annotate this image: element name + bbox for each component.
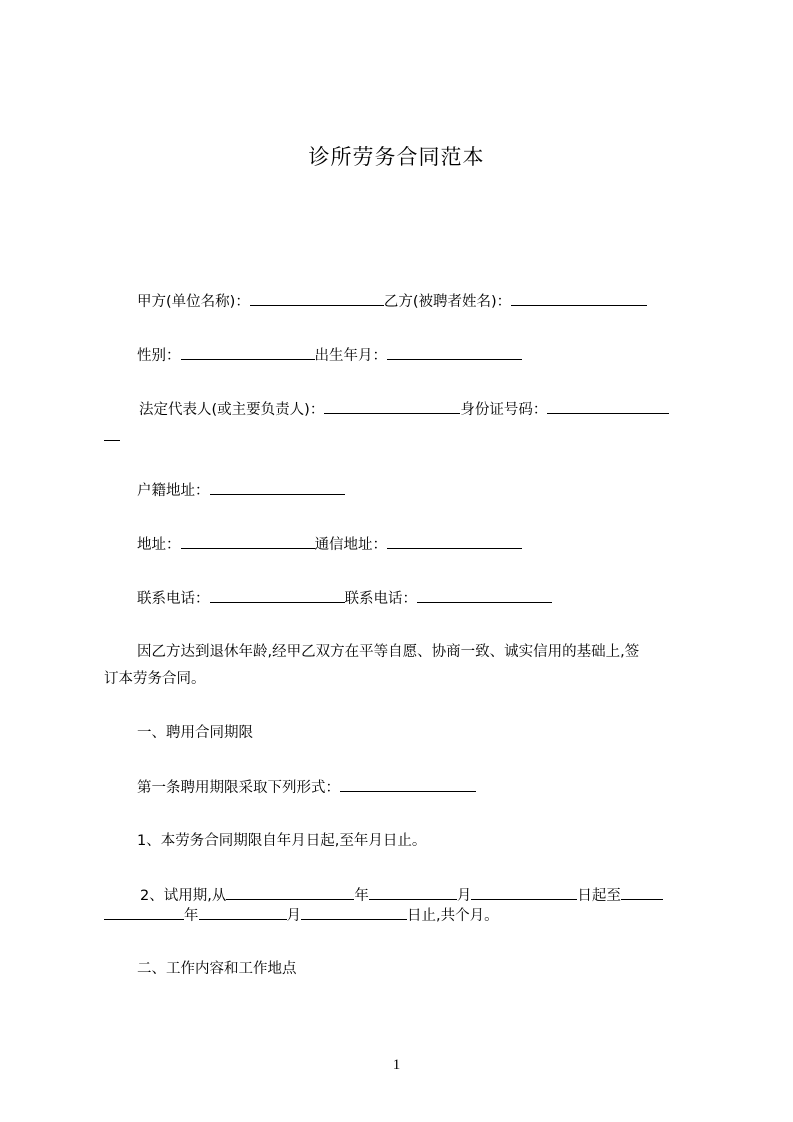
phone-label-a: 联系电话：	[137, 591, 210, 607]
party-b-blank	[511, 290, 647, 306]
legal-rep-label: 法定代表人(或主要负责人)：	[139, 402, 325, 418]
intro-line-2: 订本劳务合同。	[104, 671, 206, 687]
probation-end-month-blank	[199, 904, 287, 920]
legal-rep-blank	[324, 398, 460, 414]
id-number-continuation	[104, 425, 704, 448]
address-blank	[181, 533, 315, 549]
probation-month-label: 月	[456, 888, 472, 904]
address-line	[104, 533, 737, 556]
probation-end-year-blank-continued	[104, 904, 184, 920]
mail-address-blank	[387, 533, 522, 549]
article-1-label: 第一条聘用期限采取下列形式：	[137, 780, 340, 796]
intro-line-1: 因乙方达到退休年龄,经甲乙双方在平等自愿、协商一致、诚实信用的基础上,签	[137, 644, 640, 660]
id-number-blank	[547, 398, 669, 414]
gender-label: 性别：	[137, 348, 181, 364]
id-number-label: 身份证号码：	[460, 402, 548, 418]
household-address-blank	[210, 479, 345, 495]
party-a-blank	[250, 290, 384, 306]
household-address-line	[104, 479, 737, 502]
probation-year-label: 年	[354, 888, 369, 904]
birth-label: 出生年月：	[314, 348, 387, 364]
probation2-end-label: 日止,共个月。	[407, 908, 499, 924]
address-label: 地址：	[137, 537, 181, 553]
phone-a-blank	[210, 587, 345, 603]
party-line	[104, 290, 737, 313]
phone-label-b: 联系电话：	[344, 591, 417, 607]
article-1-line	[104, 776, 737, 799]
birth-blank	[387, 344, 522, 360]
mail-address-label: 通信地址：	[314, 537, 387, 553]
probation-start-day-blank	[471, 884, 577, 900]
probation-start-year-blank	[226, 884, 354, 900]
probation-end-year-blank	[621, 884, 663, 900]
household-address-label: 户籍地址：	[137, 483, 210, 499]
legal-rep-line	[104, 398, 739, 421]
section-1-heading: 一、聘用合同期限	[137, 725, 253, 741]
gender-birth-line	[104, 344, 737, 367]
probation2-year-label: 年	[184, 908, 199, 924]
party-b-label: 乙方(被聘者姓名)：	[383, 294, 512, 310]
probation-prefix: 2、试用期,从	[140, 888, 227, 904]
probation2-month-label: 月	[286, 908, 301, 924]
probation-start-month-blank	[369, 884, 457, 900]
probation-end-day-blank	[301, 904, 407, 920]
page-number: 1	[392, 1057, 401, 1073]
id-number-blank-continued	[104, 425, 120, 441]
article-1-blank	[340, 776, 476, 792]
document-title: 诊所劳务合同范本	[308, 145, 485, 169]
term-item: 1、本劳务合同期限自年月日起,至年月日止。	[137, 833, 427, 849]
probation-line-2	[104, 904, 704, 927]
phone-line	[104, 587, 737, 610]
phone-b-blank	[417, 587, 552, 603]
section-2-heading: 二、工作内容和工作地点	[137, 961, 297, 977]
party-a-label: 甲方(单位名称)：	[137, 294, 250, 310]
gender-blank	[181, 344, 315, 360]
probation-day-to-label: 日起至	[577, 888, 621, 904]
